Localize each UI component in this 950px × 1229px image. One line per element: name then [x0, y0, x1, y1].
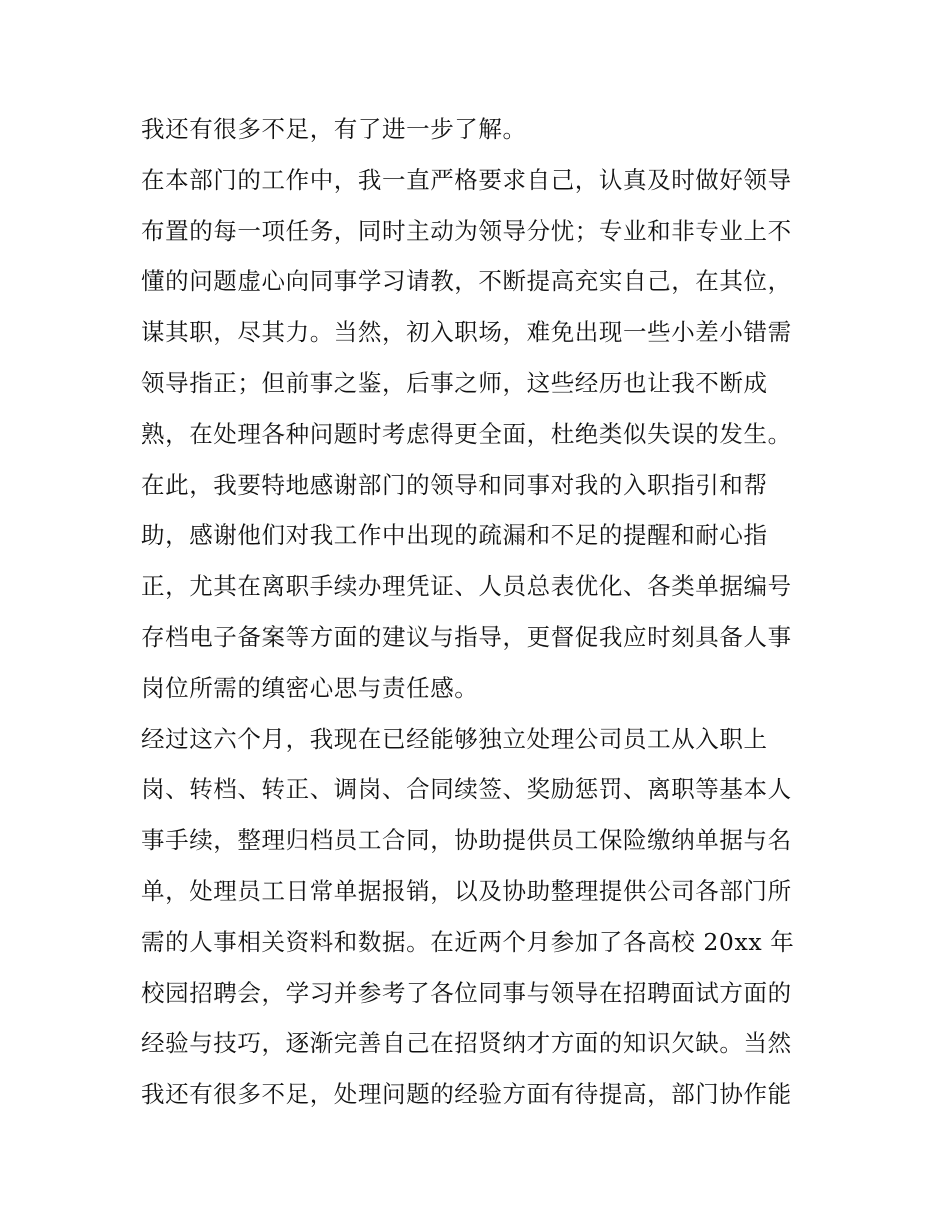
text-line: 领导指正；但前事之鉴，后事之师，这些经历也让我不断成	[141, 368, 768, 397]
text-line: 岗位所需的缜密心思与责任感。	[141, 673, 479, 702]
text-line: 正，尤其在离职手续办理凭证、人员总表优化、各类单据编号	[141, 572, 792, 601]
text-line: 布置的每一项任务，同时主动为领导分忧；专业和非专业上不	[141, 216, 792, 245]
text-line: 岗、转档、转正、调岗、合同续签、奖励惩罚、离职等基本人	[141, 775, 792, 804]
text-line: 校园招聘会，学习并参考了各位同事与领导在招聘面试方面的	[141, 978, 792, 1007]
text-line: 经验与技巧，逐渐完善自己在招贤纳才方面的知识欠缺。当然	[141, 1029, 792, 1058]
text-line: 需的人事相关资料和数据。在近两个月参加了各高校 20xx 年	[141, 927, 795, 956]
text-line: 存档电子备案等方面的建议与指导，更督促我应时刻具备人事	[141, 622, 792, 651]
text-line: 在本部门的工作中，我一直严格要求自己，认真及时做好领导	[141, 165, 792, 194]
text-line: 单，处理员工日常单据报销，以及协助整理提供公司各部门所	[141, 876, 792, 905]
document-body	[141, 104, 821, 1120]
text-line: 助，感谢他们对我工作中出现的疏漏和不足的提醒和耐心指	[141, 521, 768, 550]
text-line: 懂的问题虚心向同事学习请教，不断提高充实自己，在其位，	[141, 267, 792, 296]
text-line: 谋其职，尽其力。当然，初入职场，难免出现一些小差小错需	[141, 318, 792, 347]
text-line: 事手续，整理归档员工合同，协助提供员工保险缴纳单据与名	[141, 826, 792, 855]
text-line: 我还有很多不足，有了进一步了解。	[141, 115, 527, 143]
text-line: 熟，在处理各种问题时考虑得更全面，杜绝类似失误的发生。	[141, 419, 792, 448]
text-line: 我还有很多不足，处理问题的经验方面有待提高，部门协作能	[141, 1080, 792, 1109]
text-line: 经过这六个月，我现在已经能够独立处理公司员工从入职上	[141, 724, 768, 753]
text-line: 在此，我要特地感谢部门的领导和同事对我的入职指引和帮	[141, 470, 768, 499]
